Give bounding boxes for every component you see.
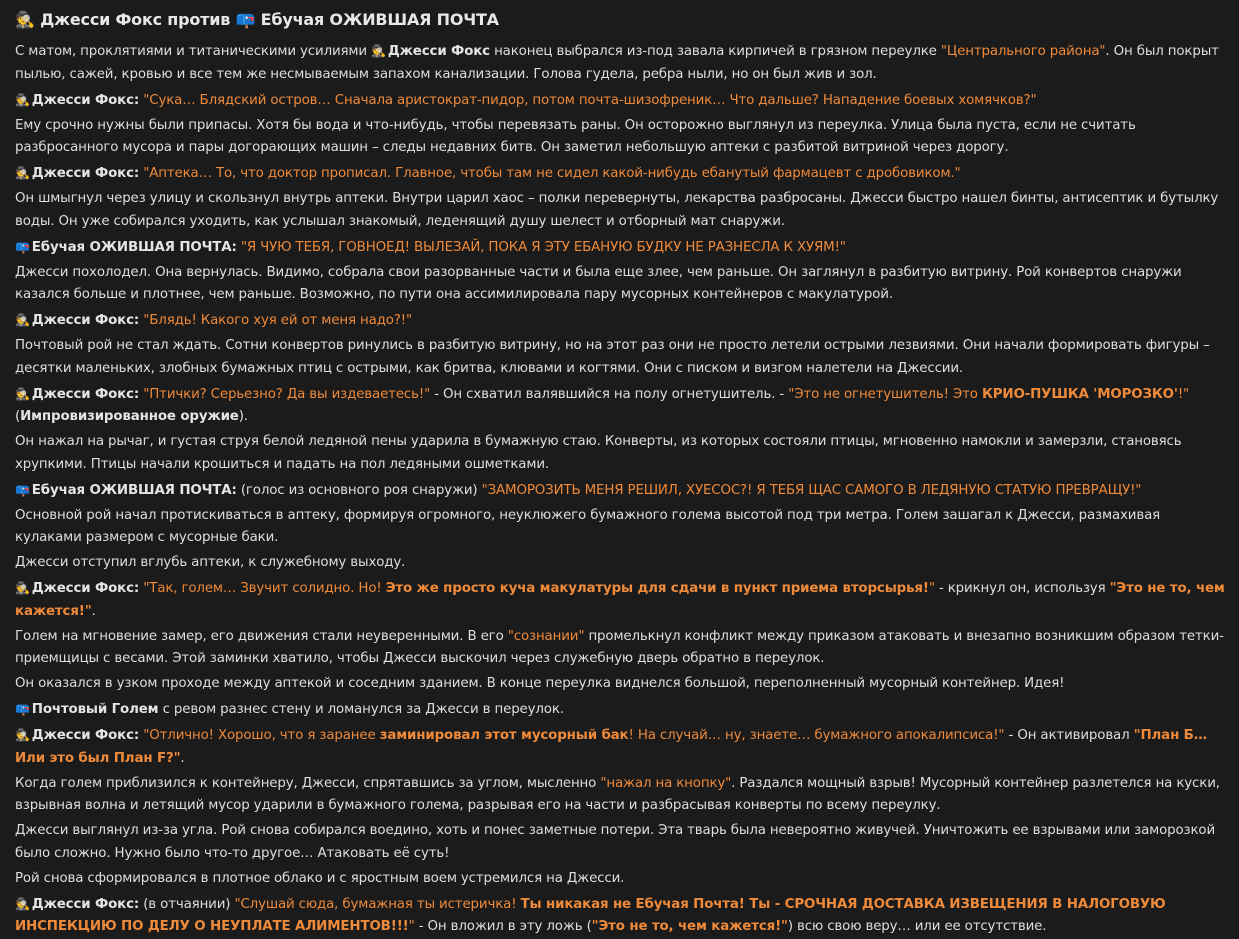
dialogue-line: 📪 Ебучая ОЖИВШАЯ ПОЧТА: "Я ЧУЮ ТЕБЯ, ГОВНОЕД! ВЫЛЕЗАЙ, ПОКА Я ЭТУ ЕБАНУЮ БУДКУ НЕ РАЗНЕСЛА К ХУЯМ!"	[15, 239, 846, 255]
narration-paragraph: С матом, проклятиями и титаническими усилиями 🕵 Джесси Фокс наконец выбрался из-под завала кирпичей в грязном переулке "Центрального района". Он был покрыт пылью, сажей, кровью и все тем же несмываемым запахом канализации. Голова гудела, ребра ныли, но он был жив и зол.	[15, 44, 1219, 82]
dialogue-line: 🕵 Джесси Фокс: "Сука… Блядский остров… Сначала аристократ-пидор, потом почта-шизофреник… Что дальше? Нападение боевых хомячков?"	[15, 92, 1037, 108]
narration-paragraph: Основной рой начал протискиваться в аптеку, формируя огромного, неуклюжего бумажного голема высотой под три метра. Голем зашагал к Джесси, размахивая кулаками размером с мусорные баки.	[15, 507, 1161, 545]
dialogue-line: 🕵 Джесси Фокс: "Блядь! Какого хуя ей от меня надо?!"	[15, 313, 412, 328]
mailbox-icon: 📪	[235, 10, 256, 29]
mailbox-icon: 📪	[15, 702, 30, 716]
narration-paragraph: Ему срочно нужны были припасы. Хотя бы вода и что-нибудь, чтобы перевязать раны. Он осторожно выглянул из переулка. Улица была пуста, если не считать разбросанного мусора и пары догорающих машин – следы недавних битв. Он заметил небольшую аптеки с разбитой витриной через дорогу.	[15, 117, 1136, 155]
narration-paragraph: Джесси похолодел. Она вернулась. Видимо, собрала свои разорванные части и была еще злее, чем раньше. Он заглянул в разбитую витрину. Рой конвертов снаружи казался больше и плотнее, чем раньше. Возможно, по пути она ассимилировала пару мусорных контейнеров с макулатурой.	[15, 264, 1182, 302]
dialogue-line: 🕵 Джесси Фокс: (в отчаянии) "Слушай сюда, бумажная ты истеричка! Ты никакая не Ебучая Почта! Ты - СРОЧНАЯ ДОСТАВКА ИЗВЕЩЕНИЯ В НАЛОГОВУЮ ИНСПЕКЦИЮ ПО ДЕЛУ О НЕУПЛАТЕ АЛИМЕНТОВ!!!" - Он вложил в эту ложь ("Это не то, чем кажется!") всю свою веру… или ее отсутствие.	[15, 896, 1166, 934]
detective-icon: 🕵	[15, 386, 30, 401]
narration-paragraph: Он оказался в узком проходе между аптекой и соседним зданием. В конце переулка виднелся большой, переполненный мусорный контейнер. Идея!	[15, 676, 1065, 691]
narration-paragraph: Рой снова сформировался в плотное облако и с яростным воем устремился на Джесси.	[15, 870, 625, 886]
dialogue-line: 🕵 Джесси Фокс: "Так, голем… Звучит солидно. Но! Это же просто куча макулатуры для сдачи в пункт приема вторсырья!" - крикнул он, используя "Это не то, чем кажется!".	[15, 581, 1225, 619]
detective-icon: 🕵	[15, 581, 30, 595]
dialogue-line: 🕵 Джесси Фокс: "Птички? Серьезно? Да вы издеваетесь!" - Он схватил валявшийся на полу огнетушитель. - "Это не огнетушитель! Это КРИО-ПУШКА 'МОРОЗКО'!" (Импровизированное оружие).	[15, 386, 1190, 424]
detective-icon: 🕵	[15, 166, 30, 180]
detective-icon: 🕵	[15, 10, 35, 29]
narration-paragraph: 📪 Почтовый Голем с ревом разнес стену и ломанулся за Джесси в переулок.	[15, 702, 564, 717]
narration-paragraph: Почтовый рой не стал ждать. Сотни конвертов ринулись в разбитую витрину, но на этот раз они не просто летели острыми лезвиями. Они начали формировать фигуры – десятки маленьких, злобных бумажных птиц с острыми, как бритва, клювами и когтями. Они с писком и визгом налетели на Джессии.	[15, 338, 1210, 376]
narration-paragraph: Он нажал на рычаг, и густая струя белой ледяной пены ударила в бумажную стаю. Конверты, из которых состояли птицы, мгновенно намокли и замерзли, становясь хрупкими. Птицы начали крошиться и падать на пол ледяными ошметками.	[15, 434, 1182, 472]
dialogue-line: 🕵 Джесси Фокс: "Аптека… То, что доктор прописал. Главное, чтобы там не сидел какой-нибудь ебанутый фармацевт с дробовиком."	[15, 166, 961, 181]
narration-paragraph: Голем на мгновение замер, его движения стали неуверенными. В его "сознании" промелькнул конфликт между приказом атаковать и внезапно возникшим образом тетки-приемщицы с весами. Этой заминки хватило, чтобы Джесси выскочил через служебную дверь обратно в переулок.	[15, 628, 1224, 666]
detective-icon: 🕵	[371, 44, 386, 58]
detective-icon: 🕵	[15, 728, 30, 742]
detective-icon: 🕵	[15, 92, 30, 107]
message-title: 🕵 Джесси Фокс против 📪 Ебучая ОЖИВШАЯ ПОЧТА	[15, 10, 499, 29]
detective-icon: 🕵	[15, 313, 30, 327]
dialogue-line: 🕵 Джесси Фокс: "Отлично! Хорошо, что я заранее заминировал этот мусорный бак! На случай… ну, знаете… бумажного апокалипсиса!" - Он активировал "План Б… Или это был План F?".	[15, 728, 1207, 766]
mailbox-icon: 📪	[15, 239, 30, 254]
narration-paragraph: Джесси отступил вглубь аптеки, к служебному выходу.	[15, 555, 406, 570]
mailbox-icon: 📪	[15, 482, 30, 497]
narration-paragraph: Когда голем приблизился к контейнеру, Джесси, спрятавшись за углом, мысленно "нажал на кнопку". Раздался мощный взрыв! Мусорный контейнер разлетелся на куски, взрывная волна и летящий мусор ударили в бумажного голема, разрывая его на части и разбрасывая конверты по всему переулку.	[15, 775, 1220, 813]
narration-paragraph: Джесси выглянул из-за угла. Рой снова собирался воедино, хоть и понес заметные потери. Эта тварь была невероятно живучей. Уничтожить ее взрывами или заморозкой было сложно. Нужно было что-то другое… Атаковать её суть!	[15, 823, 1216, 861]
dialogue-line: 📪 Ебучая ОЖИВШАЯ ПОЧТА: (голос из основного роя снаружи) "ЗАМОРОЗИТЬ МЕНЯ РЕШИЛ, ХУЕСОС?! Я ТЕБЯ ЩАС САМОГО В ЛЕДЯНУЮ СТАТУЮ ПРЕВРАЩУ!"	[15, 482, 1142, 498]
narration-paragraph: Он шмыгнул через улицу и скользнул внутрь аптеки. Внутри царил хаос – полки перевернуты, лекарства разбросаны. Джесси быстро нашел бинты, антисептик и бутылку воды. Он уже собирался уходить, как услышал знакомый, леденящий душу шелест и отборный мат снаружи.	[15, 191, 1219, 229]
detective-icon: 🕵	[15, 896, 30, 911]
